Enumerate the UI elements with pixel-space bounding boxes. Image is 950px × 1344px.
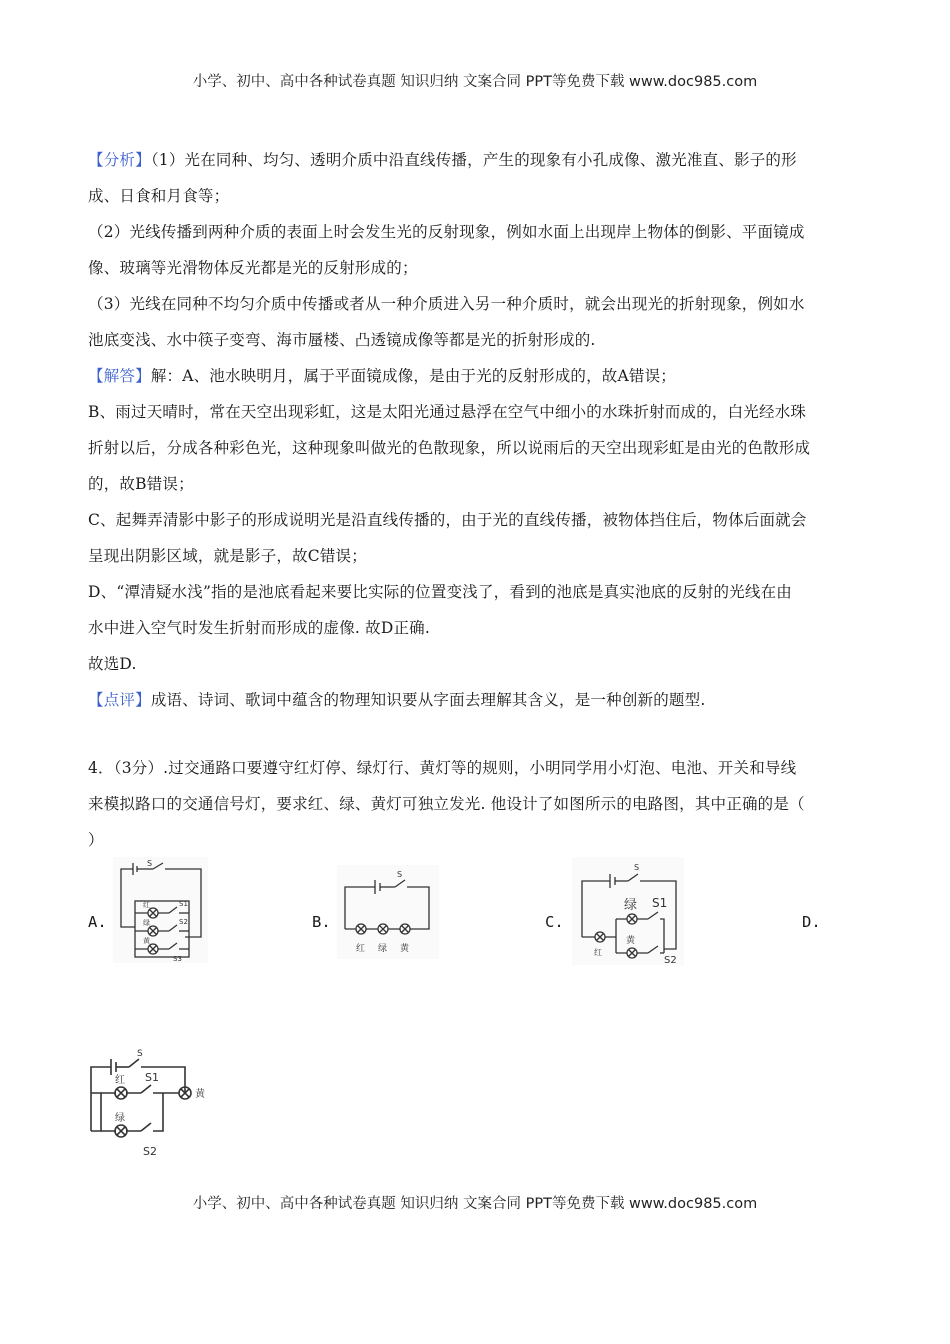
circuit-d-red-label: 红 <box>115 1075 125 1086</box>
circuit-c-yellow-label: 黄 <box>626 936 636 946</box>
circuit-d-s1-label: S1 <box>145 1071 159 1084</box>
analysis-line-3: （2）光线传播到两种介质的表面上时会发生光的反射现象，例如水面上出现岸上物体的倒影、平面镜成 <box>88 223 805 241</box>
option-d-label[interactable]: D. <box>802 913 821 931</box>
option-a-label[interactable]: A. <box>88 913 107 931</box>
option-b-label[interactable]: B. <box>312 913 331 931</box>
circuit-c-s2-label: S2 <box>664 955 677 965</box>
answer-line-6: 呈现出阴影区域，就是影子，故C错误； <box>88 547 367 565</box>
circuit-a-diagram <box>113 857 208 963</box>
answer-line-2: B、雨过天晴时，常在天空出现彩虹，这是太阳光通过悬浮在空气中细小的水珠折射而成的，白光经水珠 <box>88 403 807 421</box>
question-line-2: 来模拟路口的交通信号灯，要求红、绿、黄灯可独立发光. 他设计了如图所示的电路图，其中正确的是（ <box>88 795 805 813</box>
circuit-c-switch-label: S <box>634 863 640 872</box>
circuit-a-s2-label: S2 <box>179 918 188 926</box>
page-header: 小学、初中、高中各种试卷真题 知识归纳 文案合同 PPT等免费下载 www.doc985.com <box>192 74 758 90</box>
analysis-tag: 【分析】 <box>88 151 151 169</box>
analysis-line-2: 成、日食和月食等； <box>88 187 230 205</box>
analysis-line-6: 池底变浅、水中筷子变弯、海市蜃楼、凸透镜成像等都是光的折射形成的. <box>88 331 596 349</box>
circuit-b-red-label: 红 <box>356 944 366 954</box>
circuit-a-s1-label: S1 <box>179 900 188 908</box>
circuit-a-green-label: 绿 <box>143 919 150 927</box>
circuit-a-yellow-label: 黄 <box>143 937 150 945</box>
circuit-a-red-label: 红 <box>143 901 150 909</box>
circuit-b-switch-label: S <box>397 870 403 879</box>
answer-line-4: 的，故B错误； <box>88 475 194 493</box>
analysis-line-1: 【分析】（1）光在同种、均匀、透明介质中沿直线传播，产生的现象有小孔成像、激光准直、影子的形 <box>88 151 797 169</box>
circuit-d-yellow-label: 黄 <box>195 1089 205 1100</box>
option-c-label[interactable]: C. <box>545 913 564 931</box>
circuit-b-yellow-label: 黄 <box>400 944 410 954</box>
question-line-3: ） <box>88 831 104 849</box>
circuit-d-s2-label: S2 <box>143 1145 157 1158</box>
question-line-1: 4．（3分）.过交通路口要遵守红灯停、绿灯行、黄灯等的规则，小明同学用小灯泡、电池、开关和导线 <box>88 759 797 777</box>
circuit-b-diagram <box>337 865 439 959</box>
answer-line-1: 【解答】解：A、池水映明月，属于平面镜成像，是由于光的反射形成的，故A错误； <box>88 367 677 385</box>
circuit-d-green-label: 绿 <box>115 1113 125 1124</box>
answer-line-7: D、“潭清疑水浅”指的是池底看起来要比实际的位置变浅了，看到的池底是真实池底的反射的光线在由 <box>88 583 792 601</box>
circuit-a-s3-label: S3 <box>173 955 182 963</box>
circuit-d-diagram <box>85 1043 215 1163</box>
comment-tag: 【点评】 <box>88 691 151 709</box>
answer-line-3: 折射以后，分成各种彩色光，这种现象叫做光的色散现象，所以说雨后的天空出现彩虹是由光的色散形成 <box>88 439 811 457</box>
answer-line-5: C、起舞弄清影中影子的形成说明光是沿直线传播的，由于光的直线传播，被物体挡住后，物体后面就会 <box>88 511 807 529</box>
answer-line-8: 水中进入空气时发生折射而形成的虚像. 故D正确. <box>88 619 431 637</box>
analysis-line-5: （3）光线在同种不均匀介质中传播或者从一种介质进入另一种介质时，就会出现光的折射现象，例如水 <box>88 295 805 313</box>
answer-tag: 【解答】 <box>88 367 151 385</box>
page-footer: 小学、初中、高中各种试卷真题 知识归纳 文案合同 PPT等免费下载 www.doc985.com <box>192 1196 758 1212</box>
circuit-d-switch-label: S <box>137 1049 143 1059</box>
analysis-line-4: 像、玻璃等光滑物体反光都是光的反射形成的； <box>88 259 418 277</box>
circuit-b-green-label: 绿 <box>378 944 388 954</box>
circuit-a-switch-label: S <box>147 859 153 868</box>
circuit-c-green-label: 绿 <box>624 898 638 913</box>
comment-line: 【点评】成语、诗词、歌词中蕴含的物理知识要从字面去理解其含义，是一种创新的题型. <box>88 691 706 709</box>
circuit-c-red-label: 红 <box>594 948 602 957</box>
circuit-c-diagram <box>572 857 684 965</box>
answer-line-9: 故选D. <box>88 655 137 673</box>
circuit-c-s1-label: S1 <box>652 896 668 910</box>
